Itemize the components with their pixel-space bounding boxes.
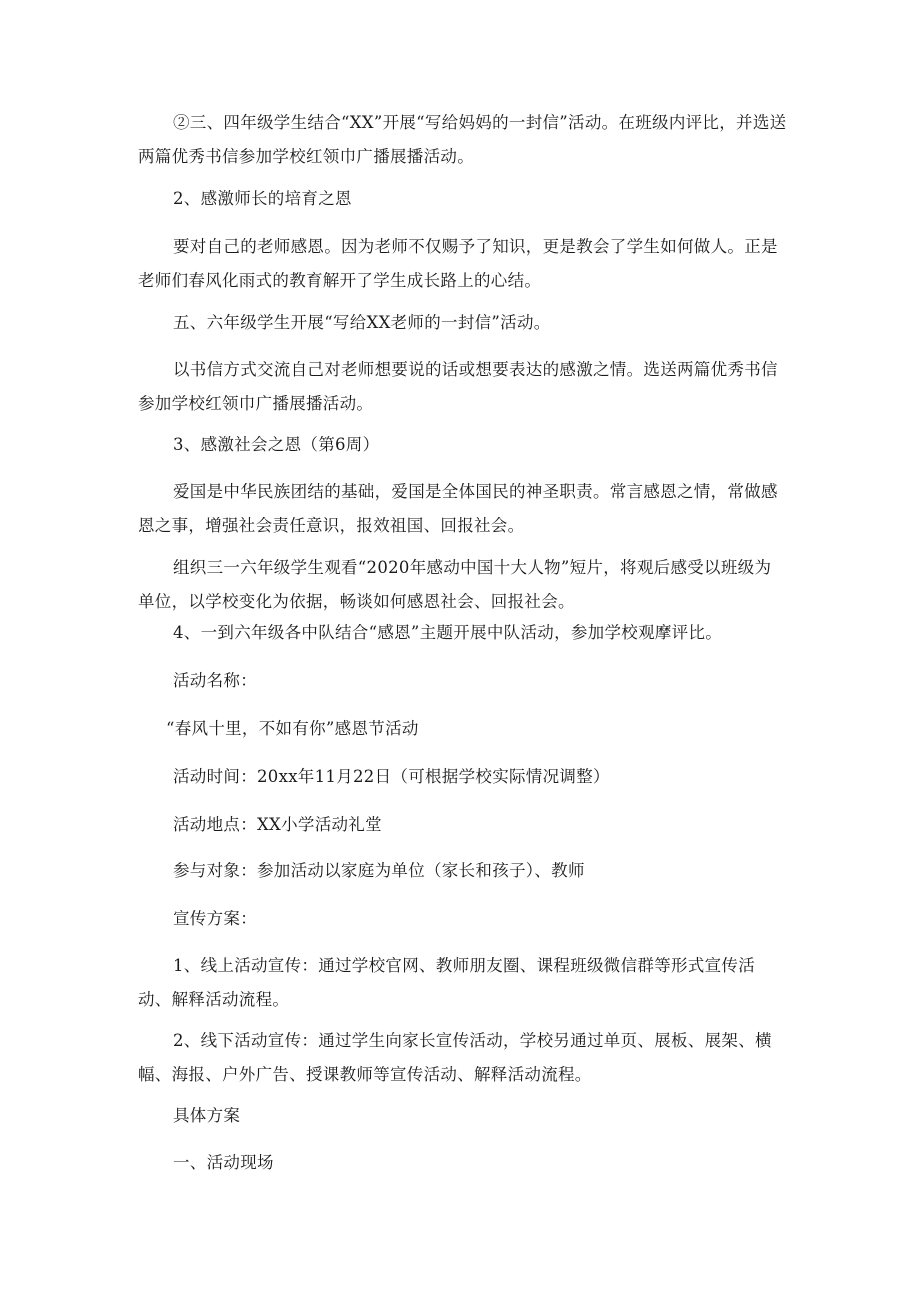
paragraph-letter-activity-grade-5-6: 五、六年级学生开展“写给XX老师的一封信”活动。: [173, 313, 551, 332]
paragraph-watch-film: 组织三一六年级学生观看“2020年感动中国十大人物”短片，将观后感受以班级为单位，以学校变化为依据，畅谈如何感恩社会、回报社会。: [138, 558, 772, 611]
paragraph-squad-activity: 4、一到六年级各中队结合“感恩”主题开展中队活动，参加学校观摩评比。: [173, 623, 723, 642]
heading-activity-venue: 一、活动现场: [173, 1153, 274, 1172]
activity-time: 活动时间：20xx年11月22日（可根据学校实际情况调整）: [173, 767, 610, 786]
paragraph-patriotism: 爱国是中华民族团结的基础，爱国是全体国民的神圣职责。常言感恩之情，常做感恩之事，增强社会责任意识，报效祖国、回报社会。: [138, 482, 778, 535]
label-specific-plan: 具体方案: [173, 1106, 241, 1125]
paragraph-letter-exchange: 以书信方式交流自己对老师想要说的话或想要表达的感激之情。选送两篇优秀书信参加学校红领巾广播展播活动。: [138, 360, 778, 413]
label-activity-name: 活动名称：: [173, 671, 257, 690]
activity-participants: 参与对象：参加活动以家庭为单位（家长和孩子）、教师: [173, 861, 585, 880]
label-promotion-plan: 宣传方案：: [173, 909, 257, 928]
activity-location: 活动地点：XX小学活动礼堂: [173, 815, 382, 834]
paragraph-letter-activity-grade-3-4: ②三、四年级学生结合“XX”开展“写给妈妈的一封信”活动。在班级内评比，并选送两篇优秀书信参加学校红领巾广播展播活动。: [138, 113, 787, 166]
activity-name-value: “春风十里，不如有你”感恩节活动: [166, 719, 419, 738]
paragraph-offline-promotion: 2、线下活动宣传：通过学生向家长宣传活动，学校另通过单页、展板、展架、横幅、海报、户外广告、授课教师等宣传活动、解释活动流程。: [138, 1031, 772, 1084]
paragraph-online-promotion: 1、线上活动宣传：通过学校官网、教师朋友圈、课程班级微信群等形式宣传活动、解释活动流程。: [138, 956, 755, 1009]
heading-thank-teachers: 2、感激师长的培育之恩: [173, 189, 352, 208]
heading-thank-society: 3、感激社会之恩（第6周）: [173, 435, 380, 454]
paragraph-thank-teachers: 要对自己的老师感恩。因为老师不仅赐予了知识，更是教会了学生如何做人。正是老师们春风化雨式的教育解开了学生成长路上的心结。: [138, 237, 778, 290]
